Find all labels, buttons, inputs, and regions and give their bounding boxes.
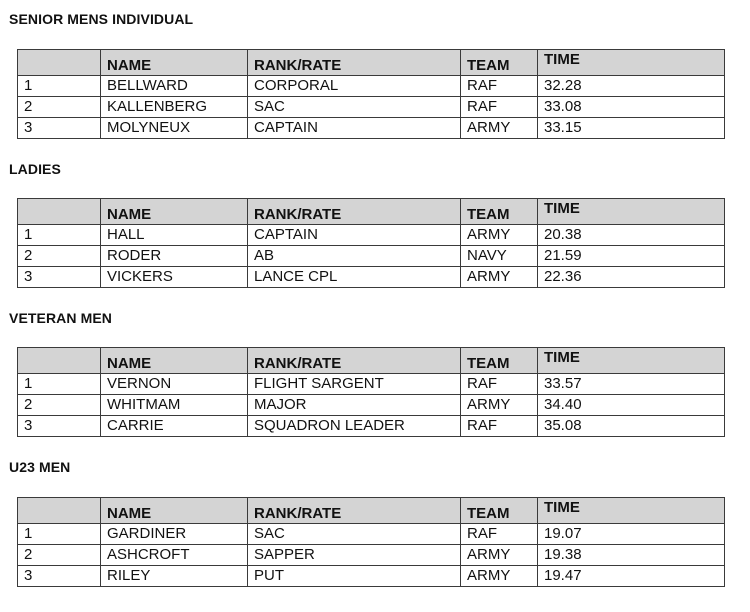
results-table bbox=[17, 49, 725, 139]
position-cell: 3 bbox=[18, 416, 101, 437]
time-cell: 34.40 bbox=[538, 395, 725, 416]
results-table bbox=[17, 198, 725, 288]
table-row bbox=[18, 118, 725, 139]
rank-cell: FLIGHT SARGENT bbox=[248, 374, 461, 395]
team-cell: ARMY bbox=[461, 267, 538, 288]
time-cell: 22.36 bbox=[538, 267, 725, 288]
table-row bbox=[18, 524, 725, 545]
table-row bbox=[18, 76, 725, 97]
position-cell: 1 bbox=[18, 524, 101, 545]
team-column-header: TEAM bbox=[461, 199, 538, 225]
rank-cell: LANCE CPL bbox=[248, 267, 461, 288]
team-cell: NAVY bbox=[461, 246, 538, 267]
results-table bbox=[17, 497, 725, 587]
table-row bbox=[18, 267, 725, 288]
name-column-header: NAME bbox=[101, 348, 248, 374]
name-cell: VICKERS bbox=[101, 267, 248, 288]
position-column-header bbox=[18, 50, 101, 76]
team-cell: RAF bbox=[461, 524, 538, 545]
section-title: VETERAN MEN bbox=[9, 310, 112, 326]
rank-cell: CORPORAL bbox=[248, 76, 461, 97]
time-cell: 33.15 bbox=[538, 118, 725, 139]
table-header-row bbox=[18, 199, 725, 225]
section-title: LADIES bbox=[9, 161, 61, 177]
time-cell: 33.57 bbox=[538, 374, 725, 395]
team-cell: RAF bbox=[461, 97, 538, 118]
team-column-header: TEAM bbox=[461, 498, 538, 524]
name-cell: VERNON bbox=[101, 374, 248, 395]
team-cell: ARMY bbox=[461, 118, 538, 139]
team-cell: RAF bbox=[461, 76, 538, 97]
name-cell: RILEY bbox=[101, 566, 248, 587]
position-cell: 2 bbox=[18, 97, 101, 118]
team-cell: ARMY bbox=[461, 395, 538, 416]
rank-column-header: RANK/RATE bbox=[248, 199, 461, 225]
rank-cell: SAPPER bbox=[248, 545, 461, 566]
team-cell: ARMY bbox=[461, 545, 538, 566]
name-cell: KALLENBERG bbox=[101, 97, 248, 118]
time-cell: 19.38 bbox=[538, 545, 725, 566]
table-header-row bbox=[18, 50, 725, 76]
name-cell: RODER bbox=[101, 246, 248, 267]
time-cell: 32.28 bbox=[538, 76, 725, 97]
name-cell: MOLYNEUX bbox=[101, 118, 248, 139]
name-cell: GARDINER bbox=[101, 524, 248, 545]
team-cell: ARMY bbox=[461, 225, 538, 246]
name-cell: WHITMAM bbox=[101, 395, 248, 416]
rank-cell: AB bbox=[248, 246, 461, 267]
name-cell: BELLWARD bbox=[101, 76, 248, 97]
rank-cell: PUT bbox=[248, 566, 461, 587]
team-cell: RAF bbox=[461, 374, 538, 395]
time-cell: 21.59 bbox=[538, 246, 725, 267]
table-header-row bbox=[18, 348, 725, 374]
position-cell: 1 bbox=[18, 225, 101, 246]
table-row bbox=[18, 395, 725, 416]
position-column-header bbox=[18, 498, 101, 524]
time-cell: 19.07 bbox=[538, 524, 725, 545]
position-cell: 2 bbox=[18, 246, 101, 267]
position-cell: 3 bbox=[18, 267, 101, 288]
table-row bbox=[18, 246, 725, 267]
rank-column-header: RANK/RATE bbox=[248, 348, 461, 374]
team-cell: RAF bbox=[461, 416, 538, 437]
section-title: U23 MEN bbox=[9, 459, 71, 475]
team-column-header: TEAM bbox=[461, 348, 538, 374]
name-cell: CARRIE bbox=[101, 416, 248, 437]
name-column-header: NAME bbox=[101, 50, 248, 76]
rank-cell: SQUADRON LEADER bbox=[248, 416, 461, 437]
section-title: SENIOR MENS INDIVIDUAL bbox=[9, 11, 194, 27]
position-cell: 3 bbox=[18, 118, 101, 139]
time-cell: 33.08 bbox=[538, 97, 725, 118]
position-cell: 1 bbox=[18, 374, 101, 395]
team-column-header: TEAM bbox=[461, 50, 538, 76]
table-row bbox=[18, 97, 725, 118]
position-cell: 3 bbox=[18, 566, 101, 587]
table-header-row bbox=[18, 498, 725, 524]
time-cell: 20.38 bbox=[538, 225, 725, 246]
position-column-header bbox=[18, 199, 101, 225]
table-row bbox=[18, 566, 725, 587]
rank-cell: SAC bbox=[248, 97, 461, 118]
position-cell: 2 bbox=[18, 545, 101, 566]
name-column-header: NAME bbox=[101, 498, 248, 524]
time-column-header: TIME bbox=[538, 498, 725, 524]
time-column-header: TIME bbox=[538, 199, 725, 225]
rank-column-header: RANK/RATE bbox=[248, 50, 461, 76]
name-cell: HALL bbox=[101, 225, 248, 246]
table-row bbox=[18, 225, 725, 246]
time-column-header: TIME bbox=[538, 50, 725, 76]
team-cell: ARMY bbox=[461, 566, 538, 587]
name-column-header: NAME bbox=[101, 199, 248, 225]
position-cell: 2 bbox=[18, 395, 101, 416]
table-row bbox=[18, 374, 725, 395]
position-column-header bbox=[18, 348, 101, 374]
results-table bbox=[17, 347, 725, 437]
name-cell: ASHCROFT bbox=[101, 545, 248, 566]
table-row bbox=[18, 545, 725, 566]
rank-cell: CAPTAIN bbox=[248, 118, 461, 139]
rank-cell: MAJOR bbox=[248, 395, 461, 416]
rank-cell: SAC bbox=[248, 524, 461, 545]
time-column-header: TIME bbox=[538, 348, 725, 374]
rank-column-header: RANK/RATE bbox=[248, 498, 461, 524]
time-cell: 35.08 bbox=[538, 416, 725, 437]
table-row bbox=[18, 416, 725, 437]
position-cell: 1 bbox=[18, 76, 101, 97]
time-cell: 19.47 bbox=[538, 566, 725, 587]
rank-cell: CAPTAIN bbox=[248, 225, 461, 246]
